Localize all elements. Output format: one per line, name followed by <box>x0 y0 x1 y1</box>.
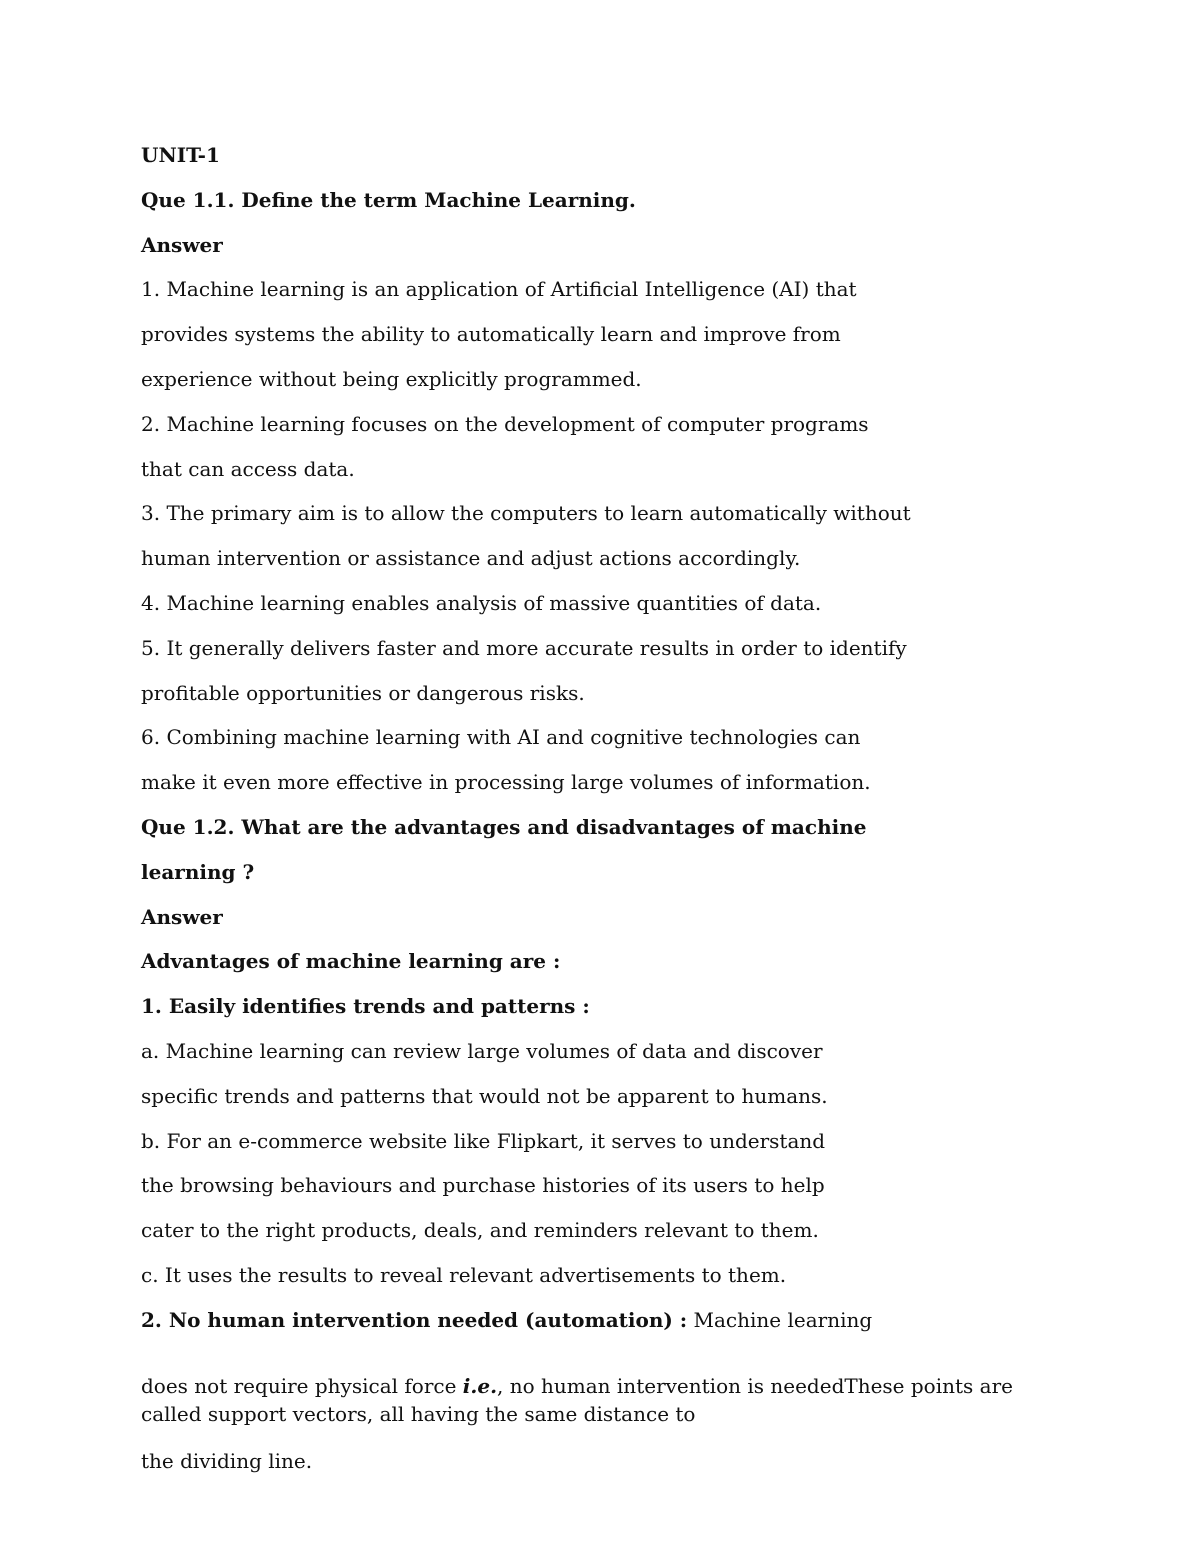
point-2-line-3: the dividing line. <box>141 1448 313 1473</box>
answer-line: 2. Machine learning focuses on the development of computer programs <box>141 411 869 436</box>
point-line: specific trends and patterns that would not be apparent to humans. <box>141 1083 828 1108</box>
answer-line: 5. It generally delivers faster and more accurate results in order to identify <box>141 635 907 660</box>
question-2-title-line-2: learning ? <box>141 859 255 884</box>
point-2-line-2-em: i.e. <box>462 1373 498 1398</box>
answer-line: 6. Combining machine learning with AI and cognitive technologies can <box>141 725 861 750</box>
answer-line: 3. The primary aim is to allow the computers to learn automatically without <box>141 501 911 526</box>
point-2-heading: 2. No human intervention needed (automation) : <box>141 1307 688 1332</box>
point-line: b. For an e-commerce website like Flipkart, it serves to understand <box>141 1128 826 1153</box>
point-line: cater to the right products, deals, and reminders relevant to them. <box>141 1218 819 1243</box>
answer-line: experience without being explicitly programmed. <box>141 366 642 391</box>
answer-line: make it even more effective in processing large volumes of information. <box>141 770 871 795</box>
point-line: c. It uses the results to reveal relevant advertisements to them. <box>141 1262 787 1287</box>
question-1-title: Que 1.1. Define the term Machine Learning. <box>141 187 636 212</box>
point-2-line-2-post: , no human intervention is neededThese points are called support vectors, all having the same distance to <box>141 1373 1013 1426</box>
document-body <box>141 142 1041 1512</box>
answer-line: 1. Machine learning is an application of Artificial Intelligence (AI) that <box>141 277 857 302</box>
point-line: the browsing behaviours and purchase histories of its users to help <box>141 1173 825 1198</box>
point-2-line-2-pre: does not require physical force <box>141 1373 463 1398</box>
answer-line: human intervention or assistance and adjust actions accordingly. <box>141 546 801 571</box>
answer-label: Answer <box>141 904 223 929</box>
unit-heading: UNIT-1 <box>141 143 220 167</box>
answer-line: provides systems the ability to automatically learn and improve from <box>141 322 841 347</box>
point-2-inline-text: Machine learning <box>687 1307 873 1332</box>
answer-line: 4. Machine learning enables analysis of massive quantities of data. <box>141 590 822 615</box>
point-2-line-1 <box>141 1307 1041 1352</box>
answer-label: Answer <box>141 232 223 257</box>
point-line: a. Machine learning can review large volumes of data and discover <box>141 1038 823 1063</box>
answer-line: that can access data. <box>141 456 355 481</box>
answer-line: profitable opportunities or dangerous risks. <box>141 680 585 705</box>
advantages-heading: Advantages of machine learning are : <box>141 949 561 974</box>
question-2-title-line-1: Que 1.2. What are the advantages and disadvantages of machine <box>141 814 867 839</box>
point-2-line-2 <box>141 1372 1021 1428</box>
point-1-heading: 1. Easily identifies trends and patterns : <box>141 994 590 1019</box>
